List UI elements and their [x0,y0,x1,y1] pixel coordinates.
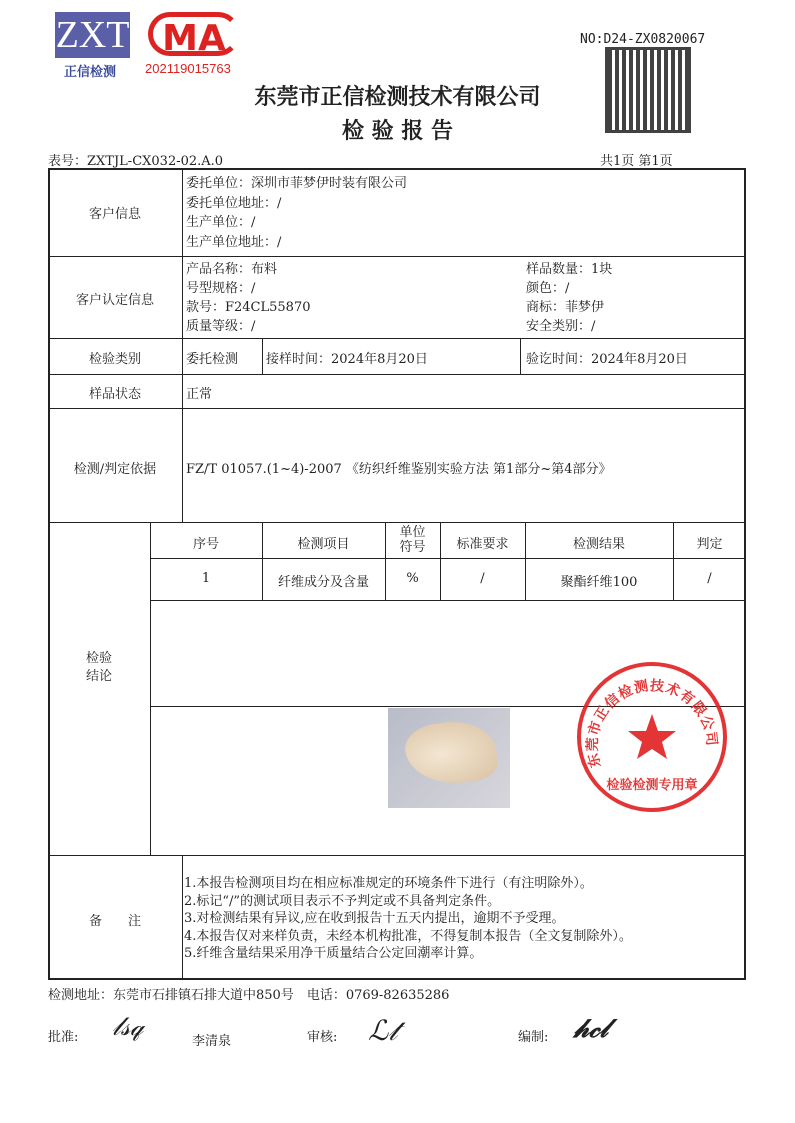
client-line: 委托单位：深圳市菲梦伊时装有限公司 [186,176,408,191]
basis-label: 检测/判定依据 [73,462,157,477]
sample-status: 正常 [186,387,213,402]
divider [182,168,183,522]
result-cell: 聚酯纤维100 [560,575,638,590]
divider [48,338,746,339]
product-info-right [526,260,612,336]
divider [182,855,183,980]
compiler-signature: 𝒽𝒸𝓁 [574,1014,609,1044]
received-date: 接样时间：2024年8月20日 [266,352,428,367]
review-label: 审核: [307,1030,338,1045]
approve-label: 批准: [48,1030,79,1045]
divider [520,338,521,374]
product-field: 号型规格：/ [186,281,256,296]
seal-text: 东莞市正信检测技术有限公司 [584,678,720,770]
report-title: 检 验 报 告 [342,118,453,144]
result-cell: % [406,571,419,586]
report-number: NO:D24-ZX0820067 [580,32,706,47]
product-label: 客户认定信息 [75,293,154,308]
divider [48,855,746,856]
client-line: 委托单位地址：/ [186,195,282,211]
compile-label: 编制: [518,1030,549,1045]
remark-item: 2.标记“/”的测试项目表示不予判定或不具备判定条件。 [184,893,501,909]
inspection-label: 检验类别 [88,352,141,367]
remark-item: 3.对检测结果有异议,应在收到报告十五天内提出，逾期不予受理。 [184,911,565,926]
result-cell: 纤维成分及含量 [277,575,369,590]
result-cell: 1 [201,571,211,586]
divider [48,522,746,523]
basis-value: FZ/T 01057.(1~4)-2007 《纺织纤维鉴别实验方法 第1部分~第4部分》 [186,462,612,477]
remark-item: 1.本报告检测项目均在相应标准规定的环境条件下进行（有注明除外）。 [184,876,593,891]
approver-name: 李清泉 [192,1034,232,1049]
cma-logo: MA [148,12,240,56]
col-header: 检测结果 [572,537,625,552]
result-cell: / [707,571,712,586]
product-field: 安全类别：/ [526,319,596,334]
product-field: 颜色：/ [526,281,570,296]
label-line: 检验 [85,651,112,666]
divider [150,600,746,601]
divider [48,256,746,257]
client-line: 生产单位地址：/ [186,234,282,250]
divider [262,338,263,374]
label-line: 结论 [85,669,112,684]
client-info [186,174,407,252]
sample-label: 样品状态 [88,387,141,402]
cma-number: 202119015763 [145,61,231,76]
product-field: 商标：菲梦伊 [526,300,605,315]
company-name: 东莞市正信检测技术有限公司 [254,84,541,110]
remarks-label: 备 注 [88,914,141,929]
form-number: 表号：ZXTJL-CX032-02.A.0 [48,154,224,169]
star-icon [628,714,676,759]
lab-address: 检测地址：东莞市石排镇石排大道中850号 电话：0769-82635286 [48,988,450,1003]
remarks-list [184,875,632,963]
divider [48,408,746,409]
result-cell: / [480,571,485,586]
product-info-left [186,260,311,336]
col-header: 标准要求 [456,537,509,552]
approver-signature: 𝓁𝓈𝓆 [112,1012,144,1042]
inspection-type: 委托检测 [186,352,239,367]
product-field: 质量等级：/ [186,319,256,334]
col-header: 序号 [192,537,219,552]
product-field: 产品名称：布料 [186,262,278,277]
product-field: 款号：F24CL55870 [186,300,311,315]
client-label: 客户信息 [88,207,141,222]
zxt-logo-sub: 正信检测 [64,65,117,80]
remark-item: 5.纤维含量结果采用净干质量结合公定回潮率计算。 [184,946,483,961]
product-field: 样品数量：1块 [526,262,613,277]
divider [48,374,746,375]
completed-date: 验讫时间：2024年8月20日 [526,352,688,367]
remark-item: 4.本报告仅对来样负责，未经本机构批准，不得复制本报告（全文复制除外）。 [184,928,632,944]
reviewer-signature: ℒ𝓉 [368,1014,398,1047]
seal-subtext: 检验检测专用章 [606,778,698,793]
col-header: 判定 [696,537,723,552]
official-seal [577,662,727,812]
page-count: 共1页 第1页 [600,154,673,169]
divider [150,558,746,559]
zxt-logo: ZXT [55,14,130,56]
col-header: 单位符号 [399,525,426,555]
client-line: 生产单位：/ [186,215,256,230]
sample-photo [388,708,510,808]
conclusion-label [48,650,150,686]
col-header: 检测项目 [297,537,350,552]
